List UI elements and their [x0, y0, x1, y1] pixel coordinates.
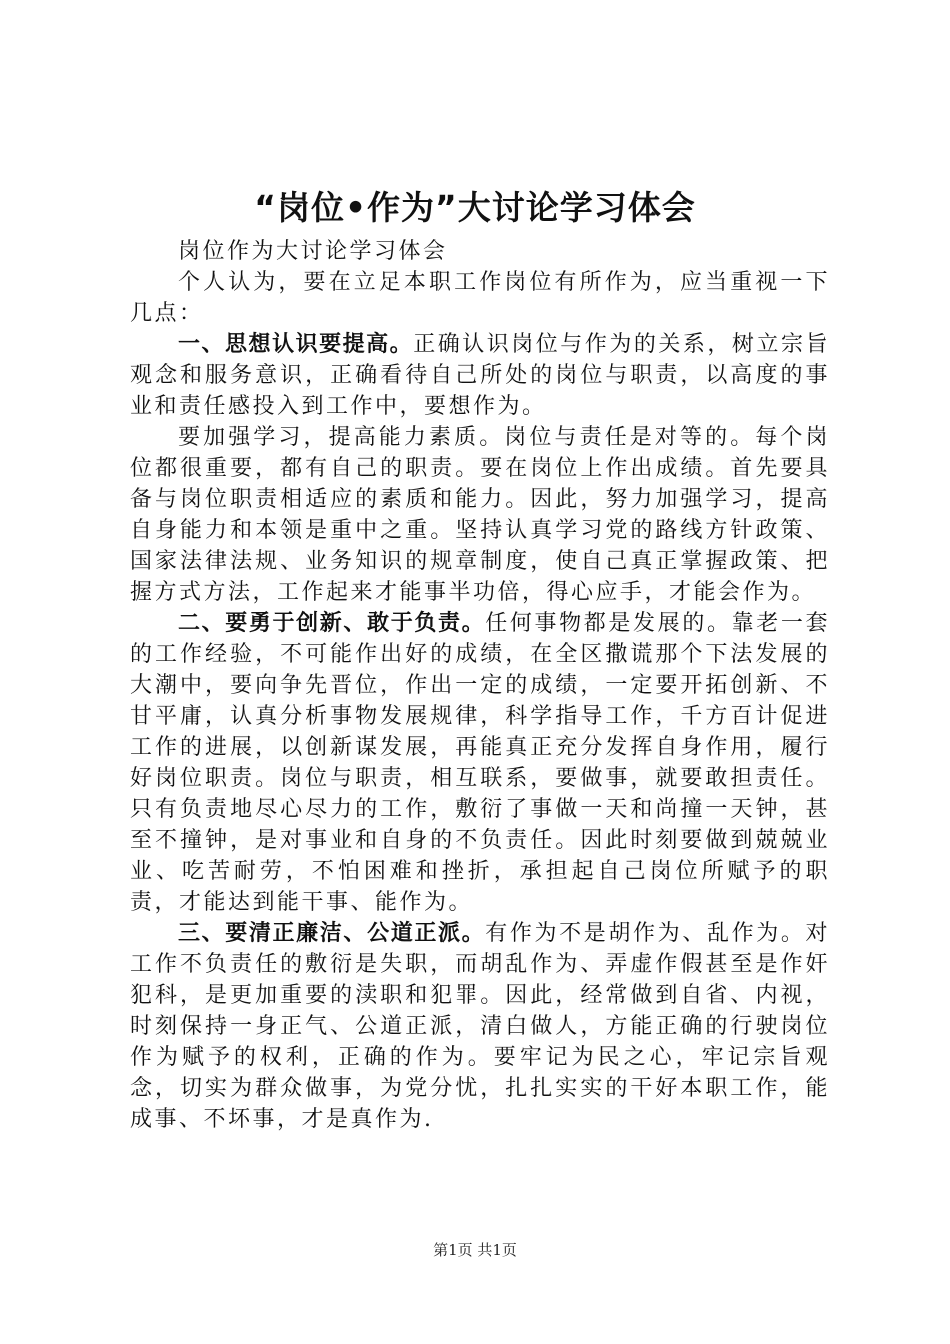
- section-1-text: 正确认识岗位与作为的关系，树立宗旨观念和服务意识，正确看待自己所处的岗位与职责，以高度的事业和责任感投入到工作中，要想作为。: [130, 332, 830, 419]
- section-3-heading: 三、要清正廉洁、公道正派。: [178, 921, 486, 946]
- document-title: “岗位•作为”大讨论学习体会: [254, 188, 696, 227]
- section-2-text: 任何事物都是发展的。靠老一套的工作经验，不可能作出好的成绩，在全区撒谎那个下法发展的大潮中，要向争先晋位，作出一定的成绩，一定要开拓创新、不甘平庸，认真分析事物发展规律，科学指导工作，千方百计促进工作的进展，以创新谋发展，再能真正充分发挥自身作用，履行好岗位职责。岗位与职责，相互联系，要做事，就要敢担责任。只有负责地尽心尽力的工作，敷衍了事做一天和尚撞一天钟，甚至不撞钟，是对事业和自身的不负责任。因此时刻要做到兢兢业业、吃苦耐劳，不怕困难和挫折，承担起自己岗位所赋予的职责，才能达到能干事、能作为。: [130, 611, 830, 915]
- document-subtitle: 岗位作为大讨论学习体会: [178, 239, 448, 264]
- document-body: [130, 236, 830, 1135]
- section-3-paragraph: [130, 918, 830, 1135]
- section-1b-paragraph: [130, 422, 830, 608]
- section-1-paragraph: [130, 329, 830, 422]
- section-1-heading: 一、思想认识要提高。: [178, 332, 414, 357]
- page-footer: 第1页 共1页: [433, 1241, 517, 1259]
- section-2-heading: 二、要勇于创新、敢于负责。: [178, 611, 486, 636]
- section-2-paragraph: [130, 608, 830, 918]
- intro-paragraph: 个人认为，要在立足本职工作岗位有所作为，应当重视一下几点：: [130, 270, 830, 326]
- section-3-text: 有作为不是胡作为、乱作为。对工作不负责任的敷衍是失职，而胡乱作为、弄虚作假甚至是作奸犯科，是更加重要的渎职和犯罪。因此，经常做到自省、内视，时刻保持一身正气、公道正派，清白做人，方能正确的行驶岗位作为赋予的权利，正确的作为。要牢记为民之心，牢记宗旨观念，切实为群众做事，为党分忧，扎扎实实的干好本职工作，能成事、不坏事，才是真作为.: [130, 921, 830, 1132]
- section-1b-text: 要加强学习，提高能力素质。岗位与责任是对等的。每个岗位都很重要，都有自己的职责。要在岗位上作出成绩。首先要具备与岗位职责相适应的素质和能力。因此，努力加强学习，提高自身能力和本领是重中之重。坚持认真学习党的路线方针政策、国家法律法规、业务知识的规章制度，使自己真正掌握政策、把握方式方法，工作起来才能事半功倍，得心应手，才能会作为。: [130, 425, 830, 605]
